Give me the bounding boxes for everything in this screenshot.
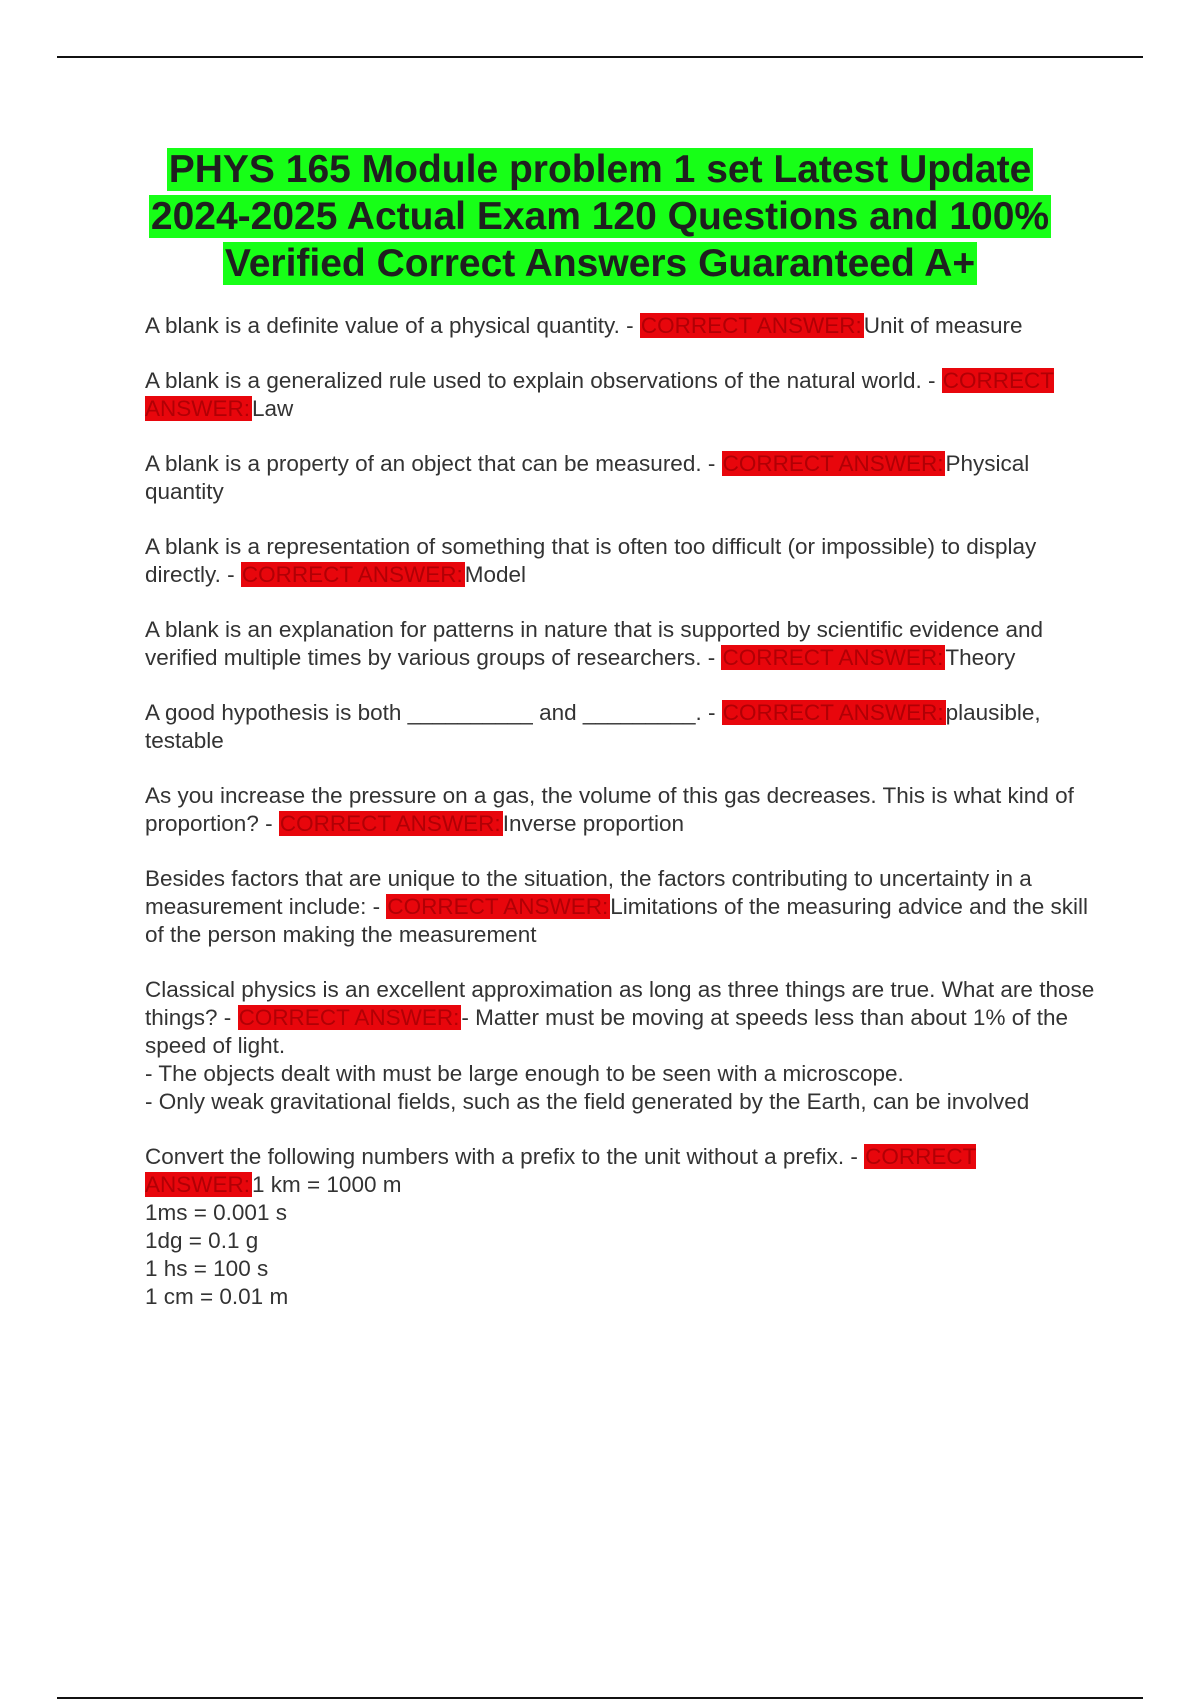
answer-line: Model [464, 562, 527, 587]
answer-line: - Only weak gravitational fields, such as the field generated by the Earth, can be involved [145, 1089, 1030, 1114]
correct-answer-tag: CORRECT ANSWER: [145, 1144, 977, 1197]
qa-item [145, 865, 1095, 949]
correct-answer-tag: CORRECT ANSWER: [640, 313, 862, 338]
question-text: Besides factors that are unique to the situation, the factors contributing to uncertainty in a measurement include: - [145, 866, 1032, 919]
answer-line: Physical quantity [145, 451, 1030, 504]
correct-answer-tag: CORRECT ANSWER: [722, 451, 944, 476]
answer-text [503, 811, 684, 836]
question-text: A blank is a definite value of a physical quantity. - [145, 313, 640, 338]
correct-answer-tag: CORRECT ANSWER: [387, 894, 609, 919]
qa-item [145, 782, 1095, 838]
qa-item [145, 312, 1095, 340]
question-answer-list [145, 312, 1095, 1338]
answer-text [864, 313, 1023, 338]
answer-line: Unit of measure [863, 313, 1023, 338]
answer-line: - Matter must be moving at speeds less than about 1% of the speed of light. [145, 1005, 1068, 1058]
question-text: A blank is a generalized rule used to explain observations of the natural world. - [145, 368, 942, 393]
answer-text [252, 396, 293, 421]
answer-line: plausible, testable [145, 700, 1041, 753]
question-text: A blank is a representation of something that is often too difficult (or impossible) to display directly. - [145, 534, 1037, 587]
bottom-rule [57, 1697, 1143, 1699]
question-text: As you increase the pressure on a gas, the volume of this gas decreases. This is what kind of proportion? - [145, 783, 1074, 836]
qa-item [145, 533, 1095, 589]
answer-line: 1dg = 0.1 g [145, 1228, 259, 1253]
answer-line: 1 km = 1000 m [252, 1172, 402, 1197]
correct-answer-tag: CORRECT ANSWER: [241, 562, 463, 587]
top-rule [57, 56, 1143, 58]
answer-line: Theory [945, 645, 1016, 670]
answer-text [145, 1172, 1095, 1311]
question-text: A good hypothesis is both __________ and _________. - [145, 700, 722, 725]
qa-item [145, 367, 1095, 423]
question-text: Classical physics is an excellent approximation as long as three things are true. What are those things? - [145, 977, 1095, 1030]
qa-item [145, 450, 1095, 506]
correct-answer-tag: CORRECT ANSWER: [722, 645, 944, 670]
answer-line: 1ms = 0.001 s [145, 1200, 287, 1225]
question-text: Convert the following numbers with a prefix to the unit without a prefix. - [145, 1144, 865, 1169]
answer-line: - The objects dealt with must be large enough to be seen with a microscope. [145, 1061, 904, 1086]
correct-answer-tag: CORRECT ANSWER: [279, 811, 501, 836]
title-line-1: PHYS 165 Module problem 1 set Latest Update [168, 148, 1032, 191]
answer-text [945, 645, 1015, 670]
answer-line: Law [252, 396, 294, 421]
question-text: A blank is an explanation for patterns in nature that is supported by scientific evidence and verified multiple times by various groups of researchers. - [145, 617, 1044, 670]
answer-line: 1 cm = 0.01 m [145, 1284, 289, 1309]
correct-answer-tag: CORRECT ANSWER: [722, 700, 944, 725]
title-line-3: Verified Correct Answers Guaranteed A+ [224, 242, 976, 285]
answer-line: Inverse proportion [502, 811, 685, 836]
qa-item [145, 616, 1095, 672]
qa-item [145, 1143, 1095, 1311]
answer-text [465, 562, 526, 587]
answer-line: Limitations of the measuring advice and the skill of the person making the measurement [145, 894, 1088, 947]
answer-line: 1 hs = 100 s [145, 1256, 269, 1281]
correct-answer-tag: CORRECT ANSWER: [238, 1005, 460, 1030]
question-text: A blank is a property of an object that can be measured. - [145, 451, 722, 476]
qa-item [145, 699, 1095, 755]
qa-item [145, 976, 1095, 1116]
title-line-2: 2024-2025 Actual Exam 120 Questions and 100% [150, 195, 1050, 238]
document-title [100, 146, 1100, 287]
correct-answer-tag: CORRECT ANSWER: [145, 368, 1054, 421]
